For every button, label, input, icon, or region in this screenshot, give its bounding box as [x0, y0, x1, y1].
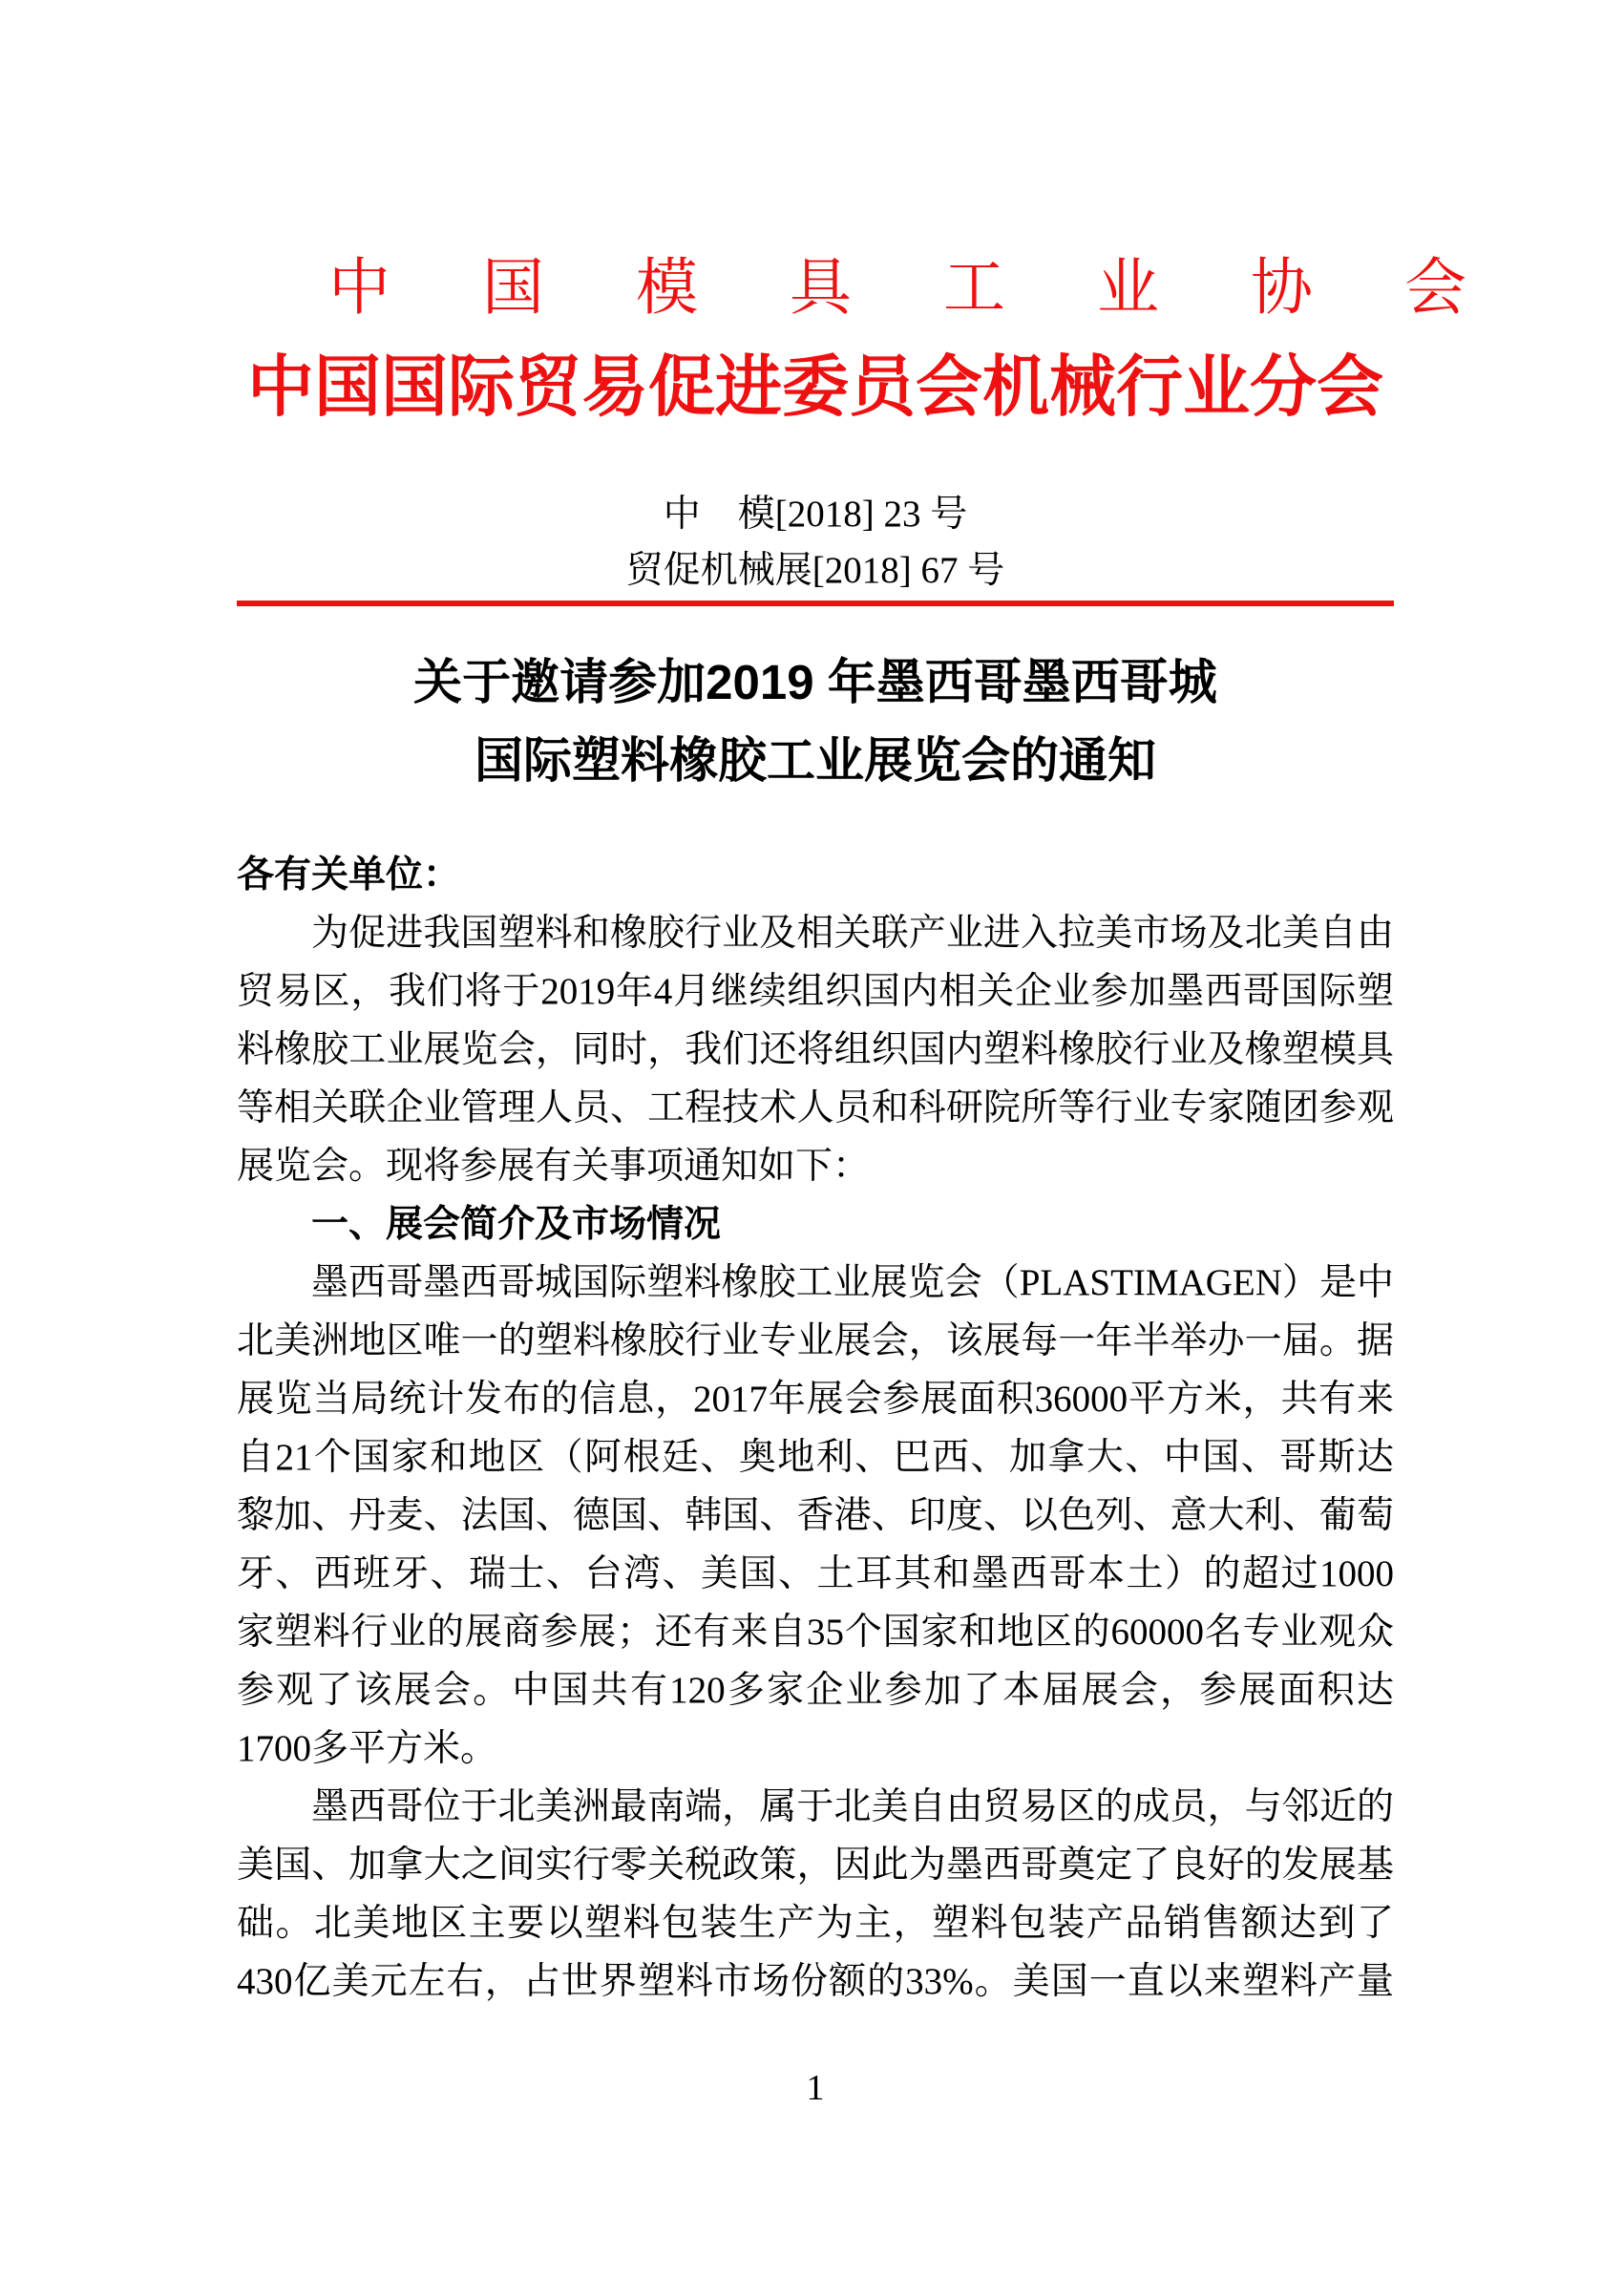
document-title-line2: 国际塑料橡胶工业展览会的通知 — [474, 733, 1156, 788]
document-title — [237, 643, 1394, 800]
document-number-2: 贸促机械展[2018] 67 号 — [625, 550, 1005, 591]
section-heading: 一、展会简介及市场情况 — [311, 1204, 722, 1245]
letterhead-divider-rule — [237, 601, 1394, 606]
letterhead-org-line2: 中国国际贸易促进委员会机械行业分会 — [247, 351, 1383, 425]
body-line: 自21个国家和地区（阿根廷、奥地利、巴西、加拿大、中国、哥斯达 — [237, 1437, 1394, 1478]
body-line: 料橡胶工业展览会，同时，我们还将组织国内塑料橡胶行业及橡塑模具 — [237, 1029, 1394, 1070]
body-line: 础。北美地区主要以塑料包装生产为主，塑料包装产品销售额达到了 — [237, 1903, 1394, 1944]
body-line: 等相关联企业管理人员、工程技术人员和科研院所等行业专家随团参观 — [237, 1087, 1394, 1128]
document-numbers — [237, 486, 1394, 599]
body-line: 黎加、丹麦、法国、德国、韩国、香港、印度、以色列、意大利、葡萄 — [237, 1495, 1394, 1536]
body-line: 为促进我国塑料和橡胶行业及相关联产业进入拉美市场及北美自由 — [311, 913, 1394, 954]
letterhead-org-line1: 中国模具工业协会 — [328, 254, 1559, 323]
body-line: 贸易区，我们将于2019年4月继续组织国内相关企业参加墨西哥国际塑 — [237, 971, 1394, 1012]
document-number-1: 中 模[2018] 23 号 — [663, 494, 968, 535]
body-line: 参观了该展会。中国共有120多家企业参加了本届展会，参展面积达 — [237, 1670, 1394, 1711]
body-line: 展览当局统计发布的信息，2017年展会参展面积36000平方米，共有来 — [237, 1379, 1394, 1420]
body-line: 430亿美元左右，占世界塑料市场份额的33%。美国一直以来塑料产量 — [237, 1961, 1394, 2002]
body-line: 家塑料行业的展商参展；还有来自35个国家和地区的60000名专业观众 — [237, 1612, 1394, 1653]
body-line: 美国、加拿大之间实行零关税政策，因此为墨西哥奠定了良好的发展基 — [237, 1845, 1394, 1886]
body-line: 墨西哥墨西哥城国际塑料橡胶工业展览会（PLASTIMAGEN）是中 — [311, 1262, 1394, 1303]
body-line: 北美洲地区唯一的塑料橡胶行业专业展会，该展每一年半举办一届。据 — [237, 1320, 1394, 1361]
body-line: 墨西哥位于北美洲最南端，属于北美自由贸易区的成员，与邻近的 — [311, 1786, 1394, 1827]
salutation: 各有关单位： — [237, 854, 461, 896]
body-line: 1700多平方米。 — [237, 1728, 498, 1769]
body-line: 牙、西班牙、瑞士、台湾、美国、土耳其和墨西哥本土）的超过1000 — [237, 1553, 1394, 1594]
page-number: 1 — [806, 2068, 825, 2108]
body-line: 展览会。现将参展有关事项通知如下： — [237, 1146, 871, 1187]
document-content — [237, 254, 1559, 2108]
document-body — [237, 846, 1394, 2011]
document-title-line1: 关于邀请参加2019 年墨西哥墨西哥城 — [413, 655, 1217, 709]
